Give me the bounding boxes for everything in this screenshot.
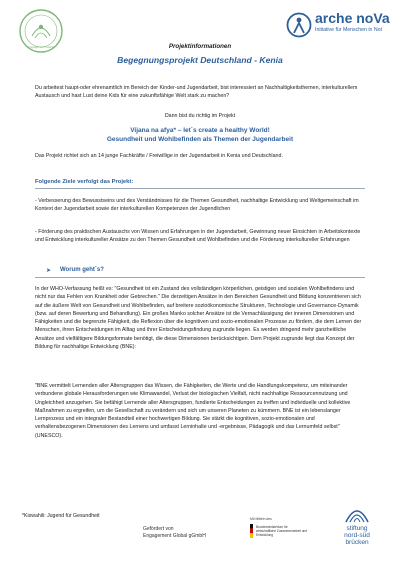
goal-item-2: - Förderung des praktischen Austauschs von Wissen und Erfahrungen in der Jugendarbeit, Gewinnung neuer Einsichten in Arbeitskontexte und Entwicklung interkultureller Ansätze zu den Themen Gesundheit und Wohlbefinden und die Förderung interkultureller Erfahrungen [35, 229, 361, 244]
footnote: *Kiswahili: Jugend für Gesundheit [22, 513, 100, 519]
page-title: Begegnungsprojekt Deutschland - Kenia [117, 55, 283, 65]
goal-item-1: - Verbesserung des Bewusstseins und des Verständnisses für die Themen Gesundheit, nachhaltige Entwicklung und Weltgemeinschaft im Kontext der Jugendarbeit sowie der interkulturellen Kompetenzen der Jugendlichen [35, 198, 359, 213]
funded-by-label: Gefördert von [143, 526, 174, 532]
stiftung-line-3: brücken [345, 539, 369, 546]
stiftung-line-2: nord-süd [344, 532, 370, 539]
worum-paragraph: In der WHO-Verfassung heißt es: "Gesundheit ist ein Zustand des vollständigen körperlichen, geistigen und sozialen Wohlbefindens und nicht nur das Fehlen von Krankheit oder Gebrechen." Die derzeitigen Ansätze in den Bereichen Gesundheit und Bildung konzentrieren sich auf die äußere Welt von Gesundheit und Wohlbefinden, auf breitere sozioökonomische Strukturen, Technologie und Governance-Dynamik (bzw. auf deren Bewertung und Behandlung). Ein großes Manko solcher Ansätze ist die Vernachlässigung der inneren Dimensionen und Fähigkeiten und die begrenzte Fähigkeit, die Reflexion über die kognitiven und sozio-emotionalen Prozesse zu fördern, die dem Lernen der Menschen, ihren Entscheidungen im Alltag und ihrer Entscheidungsfindung zugrunde liegen. Es werden dringend mehr ganzheitliche Ansätze und vielfältigere Bildungsformate benötigt, die diese Dimensionen berücksichtigen. Dem Projekt zugrunde liegt das Konzept der Bildung für nachhaltige Entwicklung (BNE): [35, 286, 362, 351]
goals-heading: Folgende Ziele verfolgt das Projekt: [35, 179, 134, 185]
seal-text: Engagement Global [27, 45, 55, 49]
project-description: Das Projekt richtet sich an 14 junge Fachkräfte / Freiwillige in der Jugendarbeit in Kenia und Deutschland. [35, 153, 283, 159]
worum-heading: Worum geht´s? [60, 267, 104, 273]
section-divider-2 [35, 277, 365, 278]
arche-nova-tagline: Initiative für Menschen in Not [315, 27, 382, 33]
funded-org: Engagement Global gGmbH [143, 532, 206, 539]
german-flag-icon [250, 524, 253, 538]
stiftung-name [328, 525, 386, 546]
bridge-arc-icon [344, 502, 370, 524]
bne-quote-paragraph: "BNE vermittelt Lernenden aller Altersgruppen das Wissen, die Fähigkeiten, die Werte und die Handlungskompetenz, um miteinander verbundene globale Herausforderungen wie Klimawandel, Verlust der biologischen Vielfalt, nicht nachhaltige Ressourcennutzung und Ungleichheit anzugehen. Sie befähigt Lernende aller Altersgruppen, fundierte Entscheidungen zu treffen und individuelle und kollektive Maßnahmen zu ergreifen, um die Gesellschaft zu verändern und sich um unseren Planeten zu kümmern. BNE ist ein lebenslanger Lernprozess und ein integraler Bestandteil einer hochwertigen Bildung. Sie stärkt die kognitiven, sozio-emotionalen und verhaltensbezogenen Dimensionen des Lernens und umfasst Lerninhalte und -ergebnisse, Pädagogik und das Lernumfeld selbst" (UNESCO). [35, 383, 351, 439]
funding-note [143, 526, 206, 539]
intro-paragraph: Du arbeitest haupt-oder ehrenamtlich im Bereich der Kinder-und Jugendarbeit, bist interessiert an Nachhaltigkeitsthemen, interkulturellem Austausch und hast Lust deine Kids für eine zukunftsfähige Welt stark zu machen? [35, 85, 358, 100]
bmz-with-label: Mit Mitteln des [250, 517, 272, 521]
intro-line-2: Dann bist du richtig im Projekt [164, 113, 236, 119]
bmz-name: Bundesministerium für wirtschaftliche Zusammenarbeit und Entwicklung [256, 525, 308, 537]
stiftung-line-1: stiftung [346, 525, 368, 532]
arrow-right-icon: ➤ [46, 268, 52, 274]
section-divider [35, 188, 365, 189]
motto-line-1: Vijana na afya* – let´s create a healthy World! [130, 127, 270, 134]
motto-line-2: Gesundheit und Wohlbefinden als Themen der Jugendarbeit [106, 136, 294, 143]
arche-nova-logo [286, 10, 396, 42]
kicker-label: Projektinformationen [168, 43, 232, 50]
bmz-logo [250, 517, 306, 553]
arche-nova-name: arche noVa [315, 10, 390, 26]
stiftung-nord-sued-bruecken-logo [328, 502, 384, 562]
arche-nova-person-icon [286, 12, 312, 38]
